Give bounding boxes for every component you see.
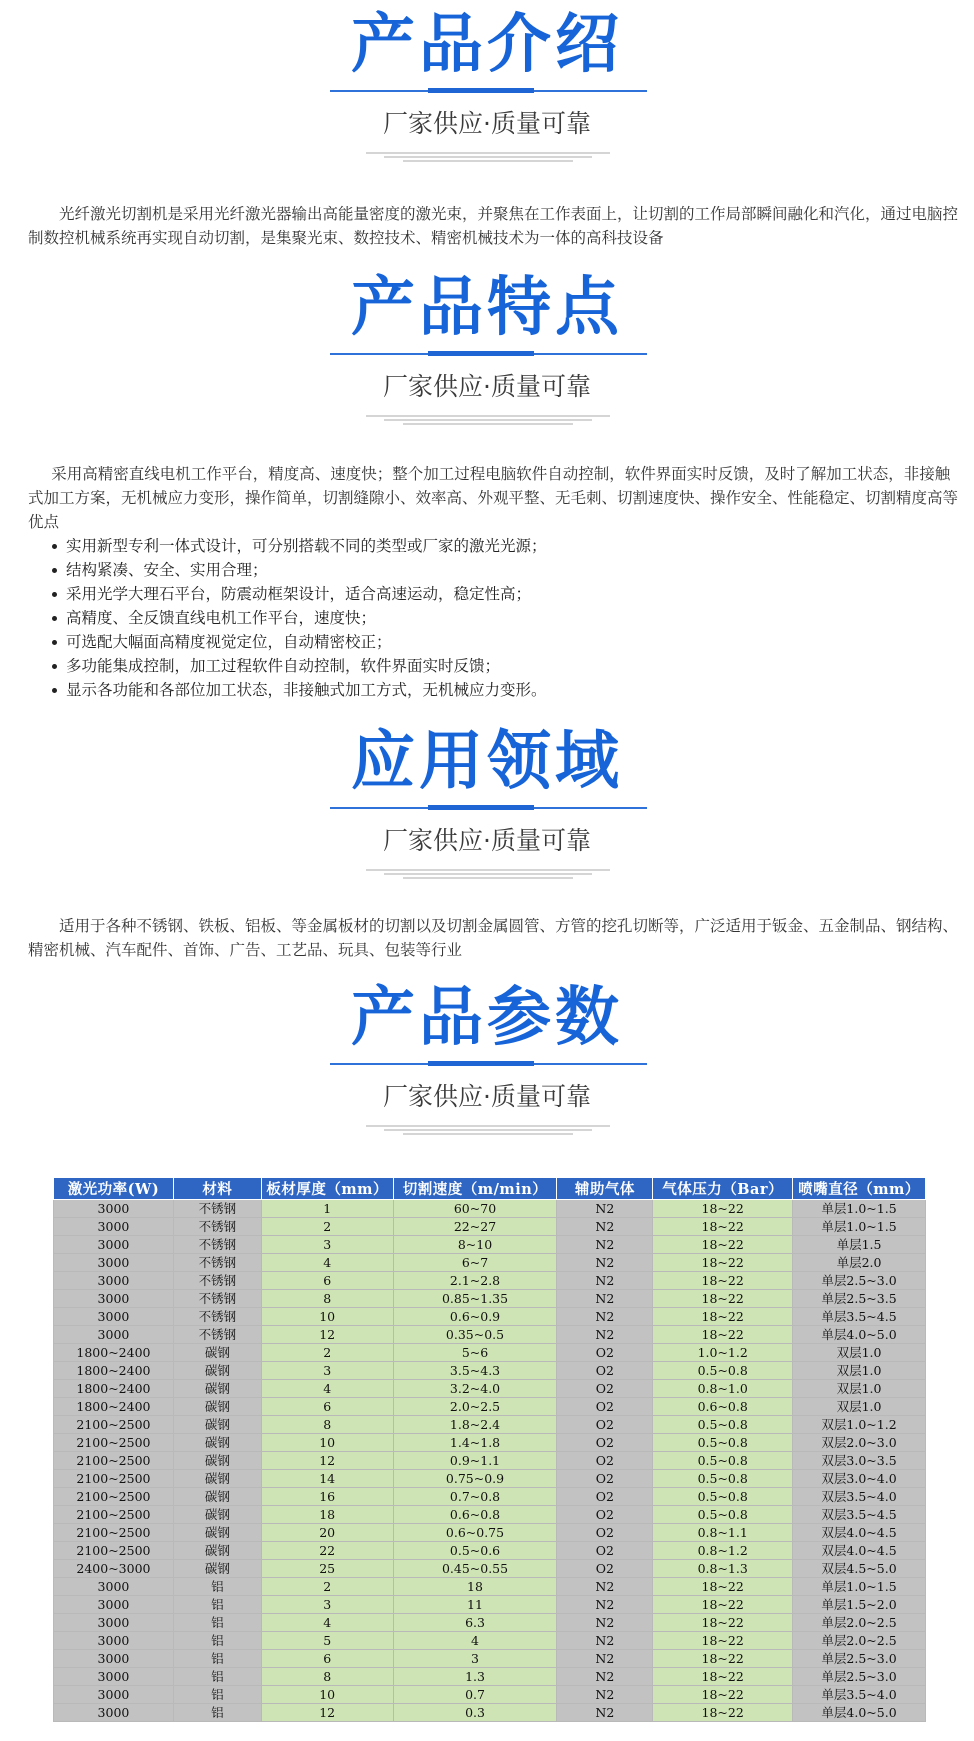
table-cell: N2 [557,1632,653,1650]
table-cell: N2 [557,1272,653,1290]
table-cell: O2 [557,1506,653,1524]
table-cell: 单层2.5~3.0 [793,1668,926,1686]
table-row [54,1578,926,1596]
table-cell: 18~22 [653,1200,793,1218]
table-cell: 1800~2400 [54,1380,174,1398]
table-row [54,1398,926,1416]
table-cell: 单层1.5~2.0 [793,1596,926,1614]
table-cell: 铝 [173,1632,261,1650]
table-cell: 18 [261,1506,393,1524]
table-cell: 3000 [54,1236,174,1254]
table-cell: 0.8~1.2 [653,1542,793,1560]
table-cell: N2 [557,1326,653,1344]
table-cell: 3000 [54,1326,174,1344]
table-cell: 18~22 [653,1596,793,1614]
table-cell: 8 [261,1668,393,1686]
section-title: 产品介绍 [351,8,623,82]
table-row [54,1596,926,1614]
table-cell: 3000 [54,1290,174,1308]
table-cell: 10 [261,1308,393,1326]
table-cell: 6 [261,1272,393,1290]
table-cell: 4 [261,1380,393,1398]
table-row [54,1704,926,1722]
table-cell: 双层4.5~5.0 [793,1560,926,1578]
table-cell: 铝 [173,1704,261,1722]
table-cell: O2 [557,1470,653,1488]
table-cell: N2 [557,1290,653,1308]
table-cell: 不锈钢 [173,1254,261,1272]
table-cell: 单层3.5~4.0 [793,1686,926,1704]
table-row [54,1452,926,1470]
table-cell: 0.7~0.8 [393,1488,557,1506]
table-cell: O2 [557,1434,653,1452]
table-cell: O2 [557,1524,653,1542]
table-cell: N2 [557,1308,653,1326]
table-body [54,1200,926,1722]
table-cell: O2 [557,1488,653,1506]
table-row [54,1362,926,1380]
table-cell: 18~22 [653,1686,793,1704]
table-cell: 3000 [54,1218,174,1236]
table-cell: 双层1.0 [793,1362,926,1380]
column-header: 喷嘴直径（mm） [793,1178,926,1200]
table-cell: 0.5~0.6 [393,1542,557,1560]
table-cell: 0.5~0.8 [653,1452,793,1470]
table-cell: 双层4.0~4.5 [793,1524,926,1542]
table-cell: 3000 [54,1578,174,1596]
table-cell: 碳钢 [173,1542,261,1560]
title-divider-accent [428,1061,534,1066]
table-cell: 双层1.0 [793,1380,926,1398]
table-cell: 不锈钢 [173,1200,261,1218]
table-cell: 双层1.0 [793,1344,926,1362]
decorative-fine-lines [366,413,610,427]
table-cell: 碳钢 [173,1434,261,1452]
table-cell: 0.6~0.75 [393,1524,557,1542]
table-cell: 单层1.0~1.5 [793,1578,926,1596]
table-cell: 8 [261,1416,393,1434]
table-cell: 3000 [54,1650,174,1668]
table-cell: 3 [261,1236,393,1254]
table-cell: 1800~2400 [54,1398,174,1416]
table-cell: O2 [557,1344,653,1362]
table-cell: 25 [261,1560,393,1578]
table-cell: 18~22 [653,1668,793,1686]
list-item: 实用新型专利一体式设计，可分别搭载不同的类型或厂家的激光光源； [50,534,950,558]
title-divider-accent [428,351,534,356]
table-cell: 碳钢 [173,1488,261,1506]
table-row [54,1506,926,1524]
table-cell: 2 [261,1578,393,1596]
table-cell: 18~22 [653,1254,793,1272]
table-cell: O2 [557,1542,653,1560]
table-cell: 2 [261,1218,393,1236]
table-row [54,1686,926,1704]
table-cell: 0.8~1.1 [653,1524,793,1542]
table-row [54,1290,926,1308]
table-cell: 碳钢 [173,1506,261,1524]
table-cell: 1.4~1.8 [393,1434,557,1452]
list-item: 结构紧凑、安全、实用合理； [50,558,950,582]
table-cell: 单层1.0~1.5 [793,1218,926,1236]
table-cell: 10 [261,1434,393,1452]
table-row [54,1236,926,1254]
table-cell: 1 [261,1200,393,1218]
table-cell: 18~22 [653,1290,793,1308]
column-header: 材料 [173,1178,261,1200]
table-cell: 不锈钢 [173,1218,261,1236]
table-row [54,1488,926,1506]
table-cell: 3000 [54,1686,174,1704]
intro-paragraph: 光纤激光切割机是采用光纤激光器输出高能量密度的激光束，并聚焦在工作表面上，让切割的工作局部瞬间融化和汽化，通过电脑控制数控机械系统再实现自动切割，是集聚光束、数控技术、精密机械技术为一体的高科技设备 [28,205,959,247]
table-cell: N2 [557,1614,653,1632]
table-cell: 3.5~4.3 [393,1362,557,1380]
table-cell: 12 [261,1704,393,1722]
table-cell: 碳钢 [173,1470,261,1488]
table-cell: 0.45~0.55 [393,1560,557,1578]
table-cell: 铝 [173,1578,261,1596]
table-cell: 0.3 [393,1704,557,1722]
section-title: 应用领域 [351,725,623,799]
table-cell: 18~22 [653,1218,793,1236]
table-row [54,1272,926,1290]
table-cell: 1.0~1.2 [653,1344,793,1362]
table-cell: 2100~2500 [54,1416,174,1434]
table-cell: 不锈钢 [173,1290,261,1308]
table-cell: 0.9~1.1 [393,1452,557,1470]
table-cell: 3000 [54,1668,174,1686]
column-header: 气体压力（Bar） [653,1178,793,1200]
table-cell: 不锈钢 [173,1236,261,1254]
table-cell: 22 [261,1542,393,1560]
table-cell: 双层4.0~4.5 [793,1542,926,1560]
table-cell: 2100~2500 [54,1524,174,1542]
table-cell: N2 [557,1596,653,1614]
section-subtitle: 厂家供应·质量可靠 [383,109,591,138]
table-cell: 4 [393,1632,557,1650]
table-cell: 0.7 [393,1686,557,1704]
table-cell: 碳钢 [173,1452,261,1470]
table-cell: 14 [261,1470,393,1488]
table-cell: 2100~2500 [54,1434,174,1452]
section-header-parameters [0,973,974,1133]
table-cell: 18~22 [653,1614,793,1632]
table-cell: 0.5~0.8 [653,1362,793,1380]
table-cell: 2100~2500 [54,1506,174,1524]
section-subtitle: 厂家供应·质量可靠 [383,826,591,855]
table-cell: 20 [261,1524,393,1542]
table-row [54,1326,926,1344]
table-cell: 6.3 [393,1614,557,1632]
title-divider-accent [428,805,534,810]
table-cell: 3.2~4.0 [393,1380,557,1398]
table-cell: N2 [557,1668,653,1686]
table-cell: 2 [261,1344,393,1362]
table-cell: 18~22 [653,1236,793,1254]
table-cell: 双层3.0~3.5 [793,1452,926,1470]
table-cell: 6 [261,1398,393,1416]
table-cell: 3000 [54,1254,174,1272]
table-row [54,1542,926,1560]
table-cell: 18~22 [653,1578,793,1596]
table-row [54,1434,926,1452]
table-cell: 碳钢 [173,1416,261,1434]
table-cell: 0.85~1.35 [393,1290,557,1308]
table-cell: 铝 [173,1686,261,1704]
table-cell: 3000 [54,1614,174,1632]
table-cell: 2.0~2.5 [393,1398,557,1416]
table-cell: 0.5~0.8 [653,1434,793,1452]
section-header-intro [0,0,974,160]
table-cell: 不锈钢 [173,1272,261,1290]
table-cell: 双层3.5~4.0 [793,1488,926,1506]
table-cell: 单层2.5~3.0 [793,1272,926,1290]
table-cell: 6 [261,1650,393,1668]
table-cell: 18~22 [653,1272,793,1290]
table-cell: 单层4.0~5.0 [793,1704,926,1722]
table-cell: 3000 [54,1704,174,1722]
decorative-fine-lines [366,867,610,881]
table-cell: 双层1.0 [793,1398,926,1416]
table-cell: 12 [261,1452,393,1470]
table-cell: 11 [393,1596,557,1614]
section-title: 产品特点 [351,271,623,345]
table-row [54,1416,926,1434]
table-cell: O2 [557,1362,653,1380]
table-cell: 8 [261,1290,393,1308]
table-cell: 不锈钢 [173,1326,261,1344]
table-row [54,1632,926,1650]
table-cell: 60~70 [393,1200,557,1218]
table-row [54,1614,926,1632]
parameters-table [53,1177,926,1722]
table-cell: 1.8~2.4 [393,1416,557,1434]
table-cell: 18~22 [653,1308,793,1326]
table-cell: 单层3.5~4.5 [793,1308,926,1326]
table-cell: 0.5~0.8 [653,1416,793,1434]
list-item: 多功能集成控制，加工过程软件自动控制，软件界面实时反馈； [50,654,950,678]
table-cell: O2 [557,1560,653,1578]
table-cell: 3000 [54,1200,174,1218]
table-cell: 碳钢 [173,1380,261,1398]
table-cell: 12 [261,1326,393,1344]
table-cell: 双层1.0~1.2 [793,1416,926,1434]
table-cell: 单层1.0~1.5 [793,1200,926,1218]
table-cell: 碳钢 [173,1344,261,1362]
table-cell: 10 [261,1686,393,1704]
table-cell: N2 [557,1218,653,1236]
table-cell: 单层2.5~3.0 [793,1650,926,1668]
table-cell: 0.6~0.8 [653,1398,793,1416]
features-list [50,534,950,702]
table-row [54,1668,926,1686]
list-item: 可选配大幅面高精度视觉定位，自动精密校正； [50,630,950,654]
table-cell: 双层2.0~3.0 [793,1434,926,1452]
table-cell: 碳钢 [173,1560,261,1578]
table-row [54,1380,926,1398]
table-cell: 3 [393,1650,557,1668]
column-header: 切割速度（m/min） [393,1178,557,1200]
table-cell: 18~22 [653,1650,793,1668]
table-cell: 2100~2500 [54,1470,174,1488]
table-cell: 18~22 [653,1326,793,1344]
table-cell: 2100~2500 [54,1488,174,1506]
table-cell: 16 [261,1488,393,1506]
table-cell: 单层2.0~2.5 [793,1632,926,1650]
table-cell: 5 [261,1632,393,1650]
table-cell: N2 [557,1704,653,1722]
list-item: 高精度、全反馈直线电机工作平台，速度快； [50,606,950,630]
table-cell: 单层2.0 [793,1254,926,1272]
table-cell: 0.6~0.8 [393,1506,557,1524]
table-cell: 3000 [54,1632,174,1650]
section-header-applications [0,717,974,877]
table-cell: 铝 [173,1650,261,1668]
column-header: 板材厚度（mm） [261,1178,393,1200]
table-cell: 2.1~2.8 [393,1272,557,1290]
table-row [54,1254,926,1272]
table-cell: 2100~2500 [54,1542,174,1560]
table-cell: 0.8~1.0 [653,1380,793,1398]
table-cell: 0.35~0.5 [393,1326,557,1344]
list-item: 采用光学大理石平台，防震动框架设计，适合高速运动，稳定性高； [50,582,950,606]
decorative-fine-lines [366,1123,610,1137]
table-cell: 3 [261,1362,393,1380]
section-subtitle: 厂家供应·质量可靠 [383,372,591,401]
table-cell: O2 [557,1416,653,1434]
table-cell: 0.8~1.3 [653,1560,793,1578]
table-cell: 3000 [54,1596,174,1614]
table-cell: 0.5~0.8 [653,1488,793,1506]
table-cell: 双层3.0~4.0 [793,1470,926,1488]
table-cell: 铝 [173,1596,261,1614]
table-row [54,1524,926,1542]
table-cell: 18 [393,1578,557,1596]
table-cell: 双层3.5~4.5 [793,1506,926,1524]
table-cell: 单层2.5~3.5 [793,1290,926,1308]
column-header: 辅助气体 [557,1178,653,1200]
table-cell: N2 [557,1254,653,1272]
table-cell: 4 [261,1614,393,1632]
table-row [54,1560,926,1578]
table-cell: 3000 [54,1272,174,1290]
table-cell: 18~22 [653,1632,793,1650]
applications-paragraph: 适用于各种不锈钢、铁板、铝板、等金属板材的切割以及切割金属圆管、方管的挖孔切断等，广泛适用于钣金、五金制品、钢结构、精密机械、汽车配件、首饰、广告、工艺品、玩具、包装等行业 [28,917,959,959]
table-cell: 铝 [173,1614,261,1632]
section-header-features [0,263,974,423]
table-cell: 单层2.0~2.5 [793,1614,926,1632]
table-cell: 0.5~0.8 [653,1506,793,1524]
table-cell: 不锈钢 [173,1308,261,1326]
table-cell: 碳钢 [173,1362,261,1380]
table-cell: N2 [557,1686,653,1704]
table-cell: 1800~2400 [54,1344,174,1362]
features-paragraph: 采用高精密直线电机工作平台，精度高、速度快；整个加工过程电脑软件自动控制，软件界面实时反馈，及时了解加工状态，非接触式加工方案，无机械应力变形，操作简单，切割缝隙小、效率高、外观平整、无毛刺、切割速度快、操作安全、性能稳定、切割精度高等优点 [28,465,959,531]
column-header: 激光功率(W) [54,1178,174,1200]
section-subtitle: 厂家供应·质量可靠 [383,1082,591,1111]
table-cell: 2100~2500 [54,1452,174,1470]
section-title: 产品参数 [351,981,623,1055]
table-row [54,1650,926,1668]
table-cell: 18~22 [653,1704,793,1722]
table-cell: 铝 [173,1668,261,1686]
table-cell: O2 [557,1398,653,1416]
table-row [54,1218,926,1236]
table-row [54,1470,926,1488]
table-row [54,1200,926,1218]
table-cell: 单层1.5 [793,1236,926,1254]
table-cell: N2 [557,1200,653,1218]
table-cell: 0.5~0.8 [653,1470,793,1488]
table-cell: 碳钢 [173,1524,261,1542]
table-cell: 单层4.0~5.0 [793,1326,926,1344]
table-cell: 5~6 [393,1344,557,1362]
title-divider-accent [428,88,534,93]
table-cell: N2 [557,1650,653,1668]
decorative-fine-lines [366,150,610,164]
table-row [54,1344,926,1362]
table-cell: 8~10 [393,1236,557,1254]
table-cell: O2 [557,1452,653,1470]
table-cell: 1.3 [393,1668,557,1686]
table-cell: 3000 [54,1308,174,1326]
table-cell: 0.6~0.9 [393,1308,557,1326]
table-cell: 2400~3000 [54,1560,174,1578]
table-cell: N2 [557,1578,653,1596]
table-cell: 4 [261,1254,393,1272]
table-cell: 6~7 [393,1254,557,1272]
list-item: 显示各功能和各部位加工状态，非接触式加工方式，无机械应力变形。 [50,678,950,702]
table-cell: 0.75~0.9 [393,1470,557,1488]
table-header-row [54,1178,926,1200]
table-cell: 1800~2400 [54,1362,174,1380]
table-row [54,1308,926,1326]
table-cell: O2 [557,1380,653,1398]
table-cell: N2 [557,1236,653,1254]
table-cell: 22~27 [393,1218,557,1236]
table-cell: 碳钢 [173,1398,261,1416]
table-cell: 3 [261,1596,393,1614]
